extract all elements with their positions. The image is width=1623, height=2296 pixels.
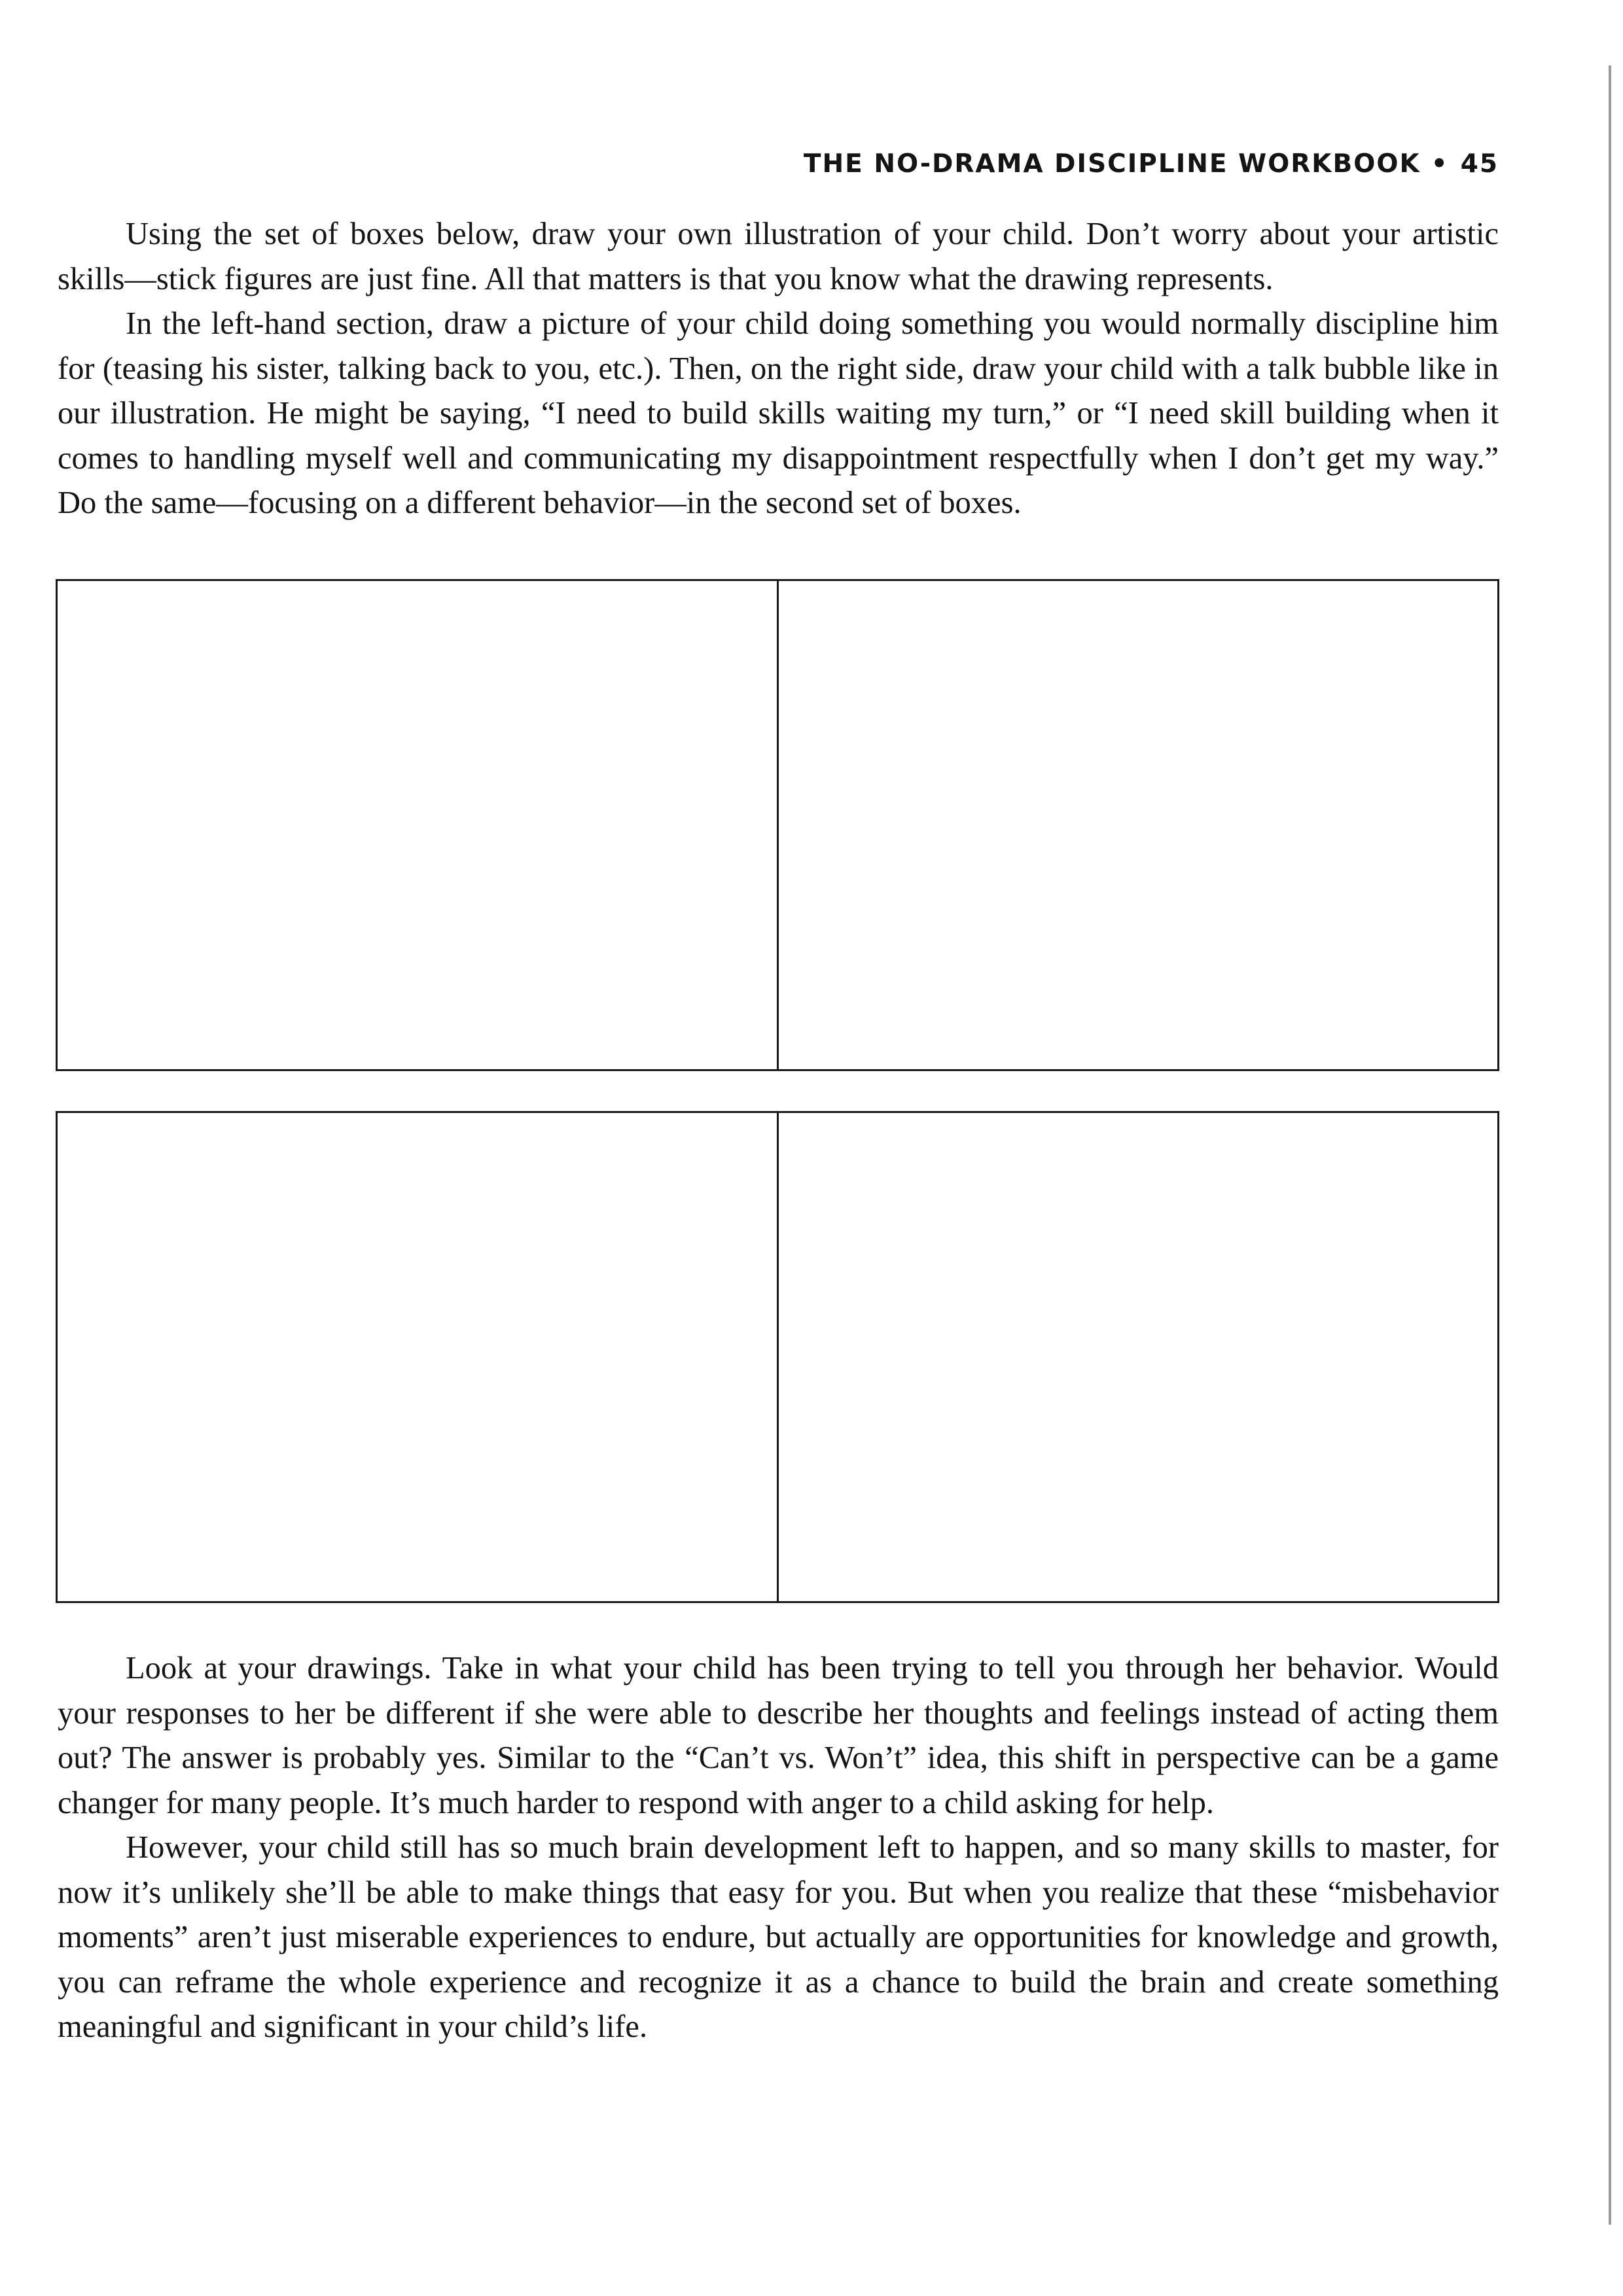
outro-paragraph: Look at your drawings. Take in what your child has been trying to tell you through her behavior. Would your responses to her be different if she were able to describe her thoughts and feelings instead of acting them out? The answer is probably yes. Similar to the “Can’t vs. Won’t” idea, this shift in perspective can be a game changer for many people. It’s much harder to respond with anger to a child asking for help. <box>58 1651 1499 1820</box>
drawing-box-right-2[interactable] <box>779 1113 1498 1601</box>
outro-paragraph: However, your child still has so much brain development left to happen, and so many skills to master, for now it’s unlikely she’ll be able to make things that easy for you. But when you realize that these “misbehavior moments” aren’t just miserable experiences to endure, but actually are opportunities for knowledge and growth, you can reframe the whole experience and recognize it as a chance to build the brain and create something meaningful and significant in your child’s life. <box>58 1830 1499 2044</box>
drawing-box-right-1[interactable] <box>779 581 1498 1069</box>
intro-text <box>58 212 1499 526</box>
drawing-box-set-1 <box>56 579 1499 1071</box>
page-number: 45 <box>1460 149 1499 179</box>
drawing-box-set-2 <box>56 1111 1499 1603</box>
intro-paragraph: Using the set of boxes below, draw your own illustration of your child. Don’t worry about your artistic skills—stick figures are just fine. All that matters is that you know what the drawing represents. <box>58 217 1499 296</box>
running-header <box>804 149 1499 179</box>
drawing-box-left-2[interactable] <box>58 1113 779 1601</box>
intro-paragraph: In the left-hand section, draw a picture of your child doing something you would normally discipline him for (teasing his sister, talking back to you, etc.). Then, on the right side, draw your child with a talk bubble like in our illustration. He might be saying, “I need to build skills waiting my turn,” or “I need skill building when it comes to handling myself well and communicating my disappointment respectfully when I don’t get my way.” Do the same—focusing on a different behavior—in the second set of boxes. <box>58 306 1499 520</box>
book-title: THE NO-DRAMA DISCIPLINE WORKBOOK <box>803 149 1421 179</box>
drawing-box-left-1[interactable] <box>58 581 779 1069</box>
page-edge-shadow <box>1609 65 1611 2225</box>
outro-text <box>58 1646 1499 2050</box>
header-separator: • <box>1431 149 1449 179</box>
